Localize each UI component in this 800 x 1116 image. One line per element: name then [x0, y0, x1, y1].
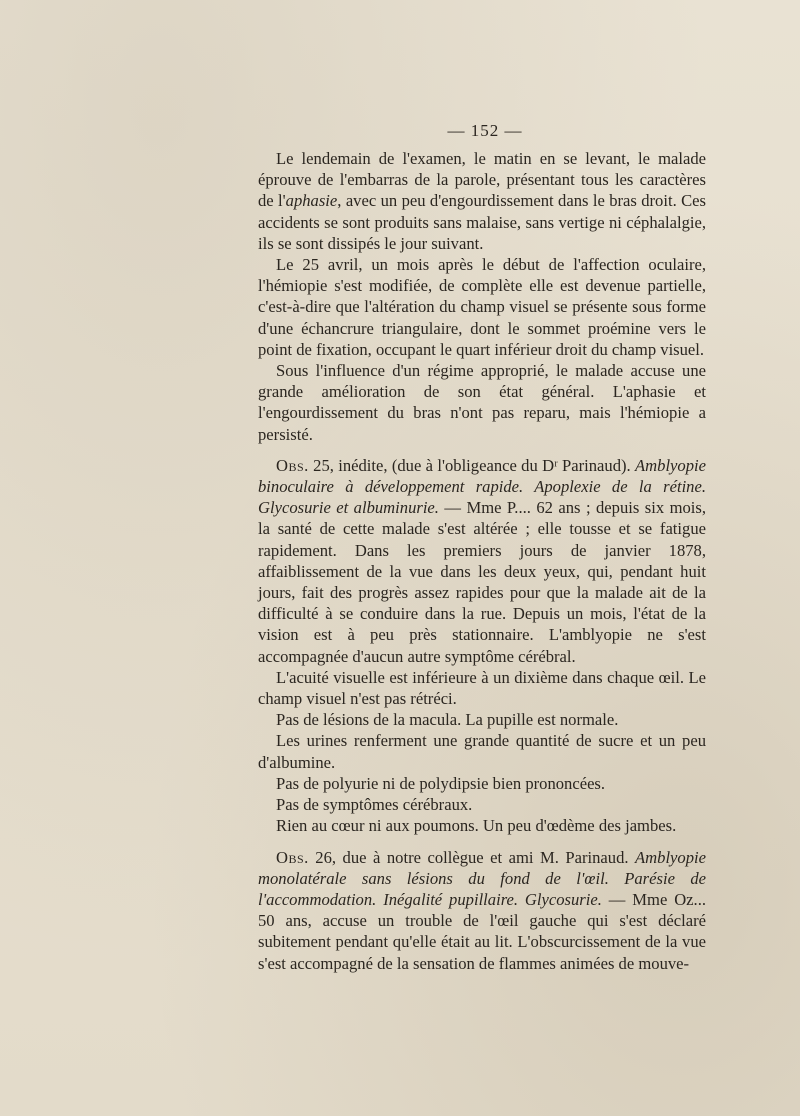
observation-paragraph	[258, 847, 706, 974]
observation-paragraph	[258, 455, 706, 667]
text-segment: , avec un peu d'engourdissement dans le bras droit. Ces accidents se sont produits sans malaise, sans vertige ni céphalalgie, ils se sont dissipés le jour suivant.	[258, 191, 706, 253]
text-segment: Pas de symptômes cérébraux.	[276, 795, 473, 815]
text-segment: 25, inédite, (due à l'obligeance du Dʳ Parinaud).	[308, 455, 636, 475]
paragraph	[258, 794, 706, 815]
text-segment: Le lendemain de l'examen, le matin en se levant, le malade éprouve de l'embarras de la parole, présentant tous les caractères de l'	[258, 149, 706, 211]
text-segment: Les urines renferment une grande quantité de sucre et un peu d'albumine.	[258, 731, 706, 772]
page-number: — 152 —	[447, 121, 523, 140]
text-segment: Rien au cœur ni aux poumons. Un peu d'œdème des jambes.	[276, 816, 677, 836]
text-segment: L'acuité visuelle est inférieure à un dixième dans chaque œil. Le champ visuel n'est pas rétréci.	[258, 667, 706, 709]
text-segment: — Mme P.... 62 ans ; depuis six mois, la santé de cette malade s'est altérée ; elle tousse et se fatigue rapidement. Dans les premiers jours de janvier 1878, affaiblissement de la vue dans les deux yeux, qui, pendant huit jours, fait des progrès assez rapides pour que la malade ait de la difficulté à se conduire dans la rue. Depuis un mois, l'état de la vision est à peu près stationnaire. L'amblyopie ne s'est accompagnée d'aucun autre symptôme cérébral.	[258, 498, 706, 666]
text-segment: Sous l'influence d'un régime approprié, le malade accuse une grande amélioration de son état général. L'aphasie et l'engourdissement du bras n'ont pas reparu, mais l'hémiopie a persisté.	[258, 361, 706, 444]
obs-label: Obs.	[276, 455, 309, 475]
text-segment: — Mme Oz... 50 ans, accuse un trouble de l'œil gauche qui s'est déclaré subitement pendant qu'elle était au lit. L'obscurcissement de la vue s'est accompagné de la sensation de flammes animées de mouve-	[258, 889, 706, 973]
text-segment: Le 25 avril, un mois après le début de l'affection oculaire, l'hémiopie s'est modifiée, de complète elle est devenue partielle, c'est-à-dire que l'altération du champ visuel se présente sous forme d'une échancrure triangulaire, dont le sommet proémine vers le point de fixation, occupant le quart inférieur droit du champ visuel.	[258, 255, 706, 359]
paragraph	[258, 360, 706, 445]
text-segment: Pas de lésions de la macula. La pupille est normale.	[276, 710, 619, 730]
paragraph	[258, 730, 706, 772]
paragraph	[258, 254, 706, 360]
text-segment: 26, due à notre collègue et ami M. Parinaud.	[308, 847, 636, 867]
paragraph	[258, 815, 706, 836]
text-segment: Pas de polyurie ni de polydipsie bien prononcées.	[276, 773, 606, 793]
paragraph	[258, 709, 706, 730]
obs-label: Obs.	[276, 847, 309, 867]
paragraph	[258, 667, 706, 709]
paragraph	[258, 773, 706, 794]
body-text	[258, 148, 706, 974]
italic-text: Amblyopie binoculaire à développement rapide. Apoplexie de la rétine. Glycosurie et albuminurie.	[258, 455, 706, 518]
italic-text: aphasie	[285, 191, 338, 211]
paragraph	[258, 148, 706, 254]
italic-text: Amblyopie monolatérale sans lésions du fond de l'œil. Parésie de l'accommodation. Inégalité pupillaire. Glycosurie.	[258, 847, 706, 909]
